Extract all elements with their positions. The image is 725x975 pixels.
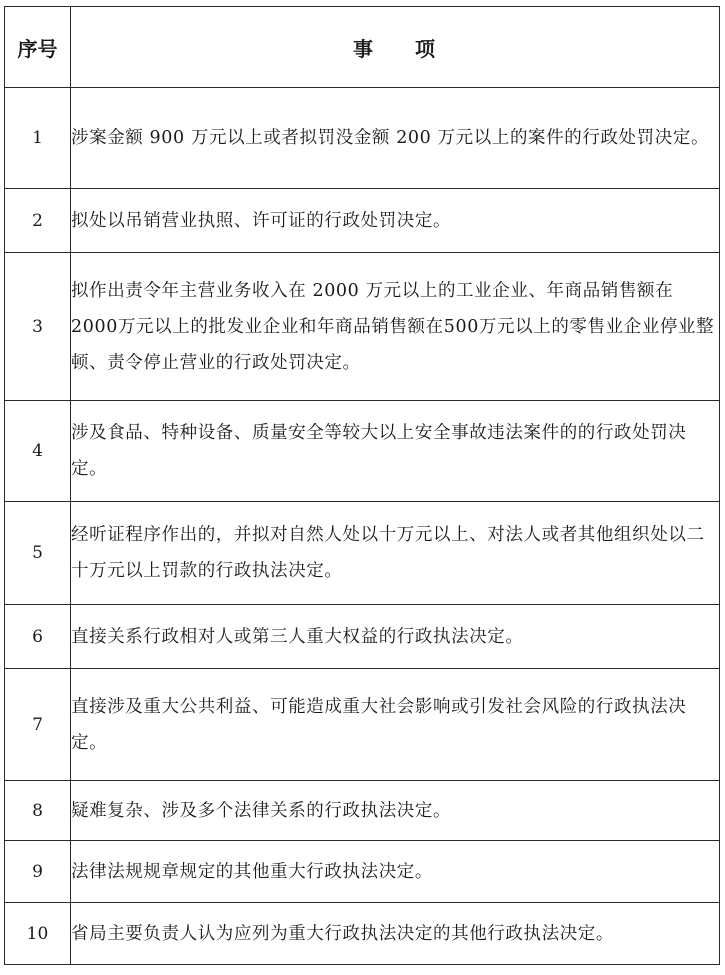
table-row xyxy=(5,605,720,669)
matters-table xyxy=(4,6,720,965)
row-number: 2 xyxy=(5,189,71,253)
row-text: 直接涉及重大公共利益、可能造成重大社会影响或引发社会风险的行政执法决定。 xyxy=(71,669,720,781)
row-number: 4 xyxy=(5,401,71,502)
row-text: 拟处以吊销营业执照、许可证的行政处罚决定。 xyxy=(71,189,720,253)
row-number: 8 xyxy=(5,781,71,841)
row-number: 9 xyxy=(5,841,71,903)
table-row xyxy=(5,781,720,841)
header-matters xyxy=(71,7,720,88)
row-text: 涉及食品、特种设备、质量安全等较大以上安全事故违法案件的的行政处罚决定。 xyxy=(71,401,720,502)
row-text: 省局主要负责人认为应列为重大行政执法决定的其他行政执法决定。 xyxy=(71,903,720,965)
header-serial-number: 序号 xyxy=(5,7,71,88)
header-matters-right: 项 xyxy=(415,36,437,61)
row-number: 3 xyxy=(5,253,71,401)
table-row xyxy=(5,841,720,903)
row-number: 5 xyxy=(5,502,71,605)
table-row xyxy=(5,253,720,401)
row-text: 疑难复杂、涉及多个法律关系的行政执法决定。 xyxy=(71,781,720,841)
table-row xyxy=(5,669,720,781)
row-number: 10 xyxy=(5,903,71,965)
row-text: 涉案金额 900 万元以上或者拟罚没金额 200 万元以上的案件的行政处罚决定。 xyxy=(71,88,720,189)
row-text: 拟作出责令年主营业务收入在 2000 万元以上的工业企业、年商品销售额在2000万元以上的批发业企业和年商品销售额在500万元以上的零售业企业停业整顿、责令停止营业的行政处罚决定。 xyxy=(71,253,720,401)
row-number: 6 xyxy=(5,605,71,669)
table-header-row xyxy=(5,7,720,88)
table-row xyxy=(5,903,720,965)
row-text: 经听证程序作出的，并拟对自然人处以十万元以上、对法人或者其他组织处以二十万元以上罚款的行政执法决定。 xyxy=(71,502,720,605)
row-number: 1 xyxy=(5,88,71,189)
table-row xyxy=(5,401,720,502)
table-row xyxy=(5,189,720,253)
header-matters-left: 事 xyxy=(353,36,375,61)
table-row xyxy=(5,502,720,605)
row-number: 7 xyxy=(5,669,71,781)
row-text: 法律法规规章规定的其他重大行政执法决定。 xyxy=(71,841,720,903)
table-row xyxy=(5,88,720,189)
row-text: 直接关系行政相对人或第三人重大权益的行政执法决定。 xyxy=(71,605,720,669)
